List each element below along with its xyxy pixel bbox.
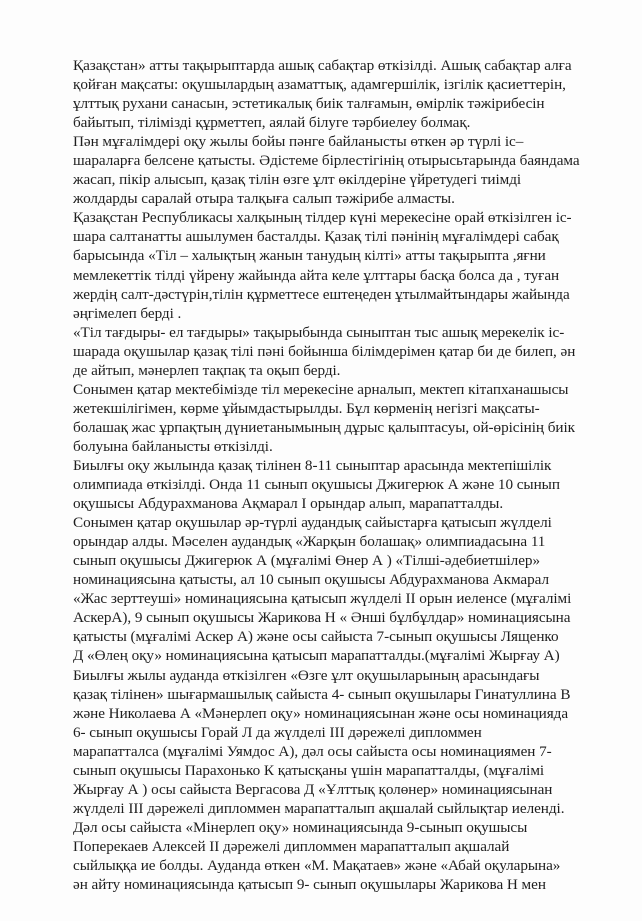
text-line: «Жас зерттеуші» номинациясына қатысып жүлделі ІІ орын иеленсе (мұғалімі — [73, 590, 572, 608]
text-line: ән айту номинациясында қатысып 9- сынып оқушылары Жарикова Н мен — [73, 876, 546, 894]
text-line: марапатталса (мұғалімі Уямдос А), дәл осы сайыста осы номинациямен 7- — [73, 742, 552, 760]
text-line: де айтып, мәнерлеп тақпақ та оқып берді. — [73, 361, 341, 379]
text-line: Поперекаев Алексей ІІ дәрежелі дипломмен марапатталып ақшалай — [73, 837, 510, 855]
text-line: байытып, тілімізді құрметтеп, аялай білуге тәрбиелеу болмақ. — [73, 114, 471, 132]
text-line: орындар алды. Мәселен аудандық «Жарқын болашақ» олимпиадасына 11 — [73, 533, 546, 551]
text-line: жасап, пікір алысып, қазақ тілін өзге ұлт өкілдеріне үйретудегі тиімді — [73, 171, 522, 189]
text-line: болашақ жас ұрпақтың дүниетанымының дұрыс қалыптасуы, ой-өрісінің биік — [73, 418, 575, 436]
text-line: ұлттық рухани санасын, эстетикалық биік талғамын, өмірлік тәжірибесін — [73, 95, 545, 113]
text-line: Биылғы жылы ауданда өткізілген «Өзге ұлт оқушыларының арасындағы — [73, 666, 540, 684]
text-line: болуына байланысты өткізілді. — [73, 437, 273, 455]
text-line: Сонымен қатар оқушылар әр-түрлі аудандық сайыстарға қатысып жүлделі — [73, 514, 552, 532]
text-line: барысында «Тіл – халықтың жанын танудың кілті» атты тақырыпта ,яғни — [73, 247, 546, 265]
text-line: шара салтанатты ашылумен басталды. Қазақ тілі пәнінің мұғалімдері сабақ — [73, 228, 559, 246]
text-line: Қазақстан Республикасы халқының тілдер күні мерекесіне орай өткізілген іс- — [73, 209, 572, 227]
text-line: сынып оқушысы Парахонько К қатысқаны үшін марапатталды, (мұғалімі — [73, 761, 545, 779]
text-line: «Тіл тағдыры- ел тағдыры» тақырыбында сыныптан тыс ашық мерекелік іс- — [73, 323, 565, 341]
text-line: қазақ тілінен» шығармашылық сайыста 4- сынып оқушылары Гинатуллина В — [73, 685, 571, 703]
text-line: Сонымен қатар мектебімізде тіл мерекесіне арналып, мектеп кітапханашысы — [73, 380, 569, 398]
text-line: оқушысы Абдурахманова Ақмарал I орындар алып, марапатталды. — [73, 495, 504, 513]
text-line: жүлделі ІІІ дәрежелі дипломмен марапатталып ақшалай сыйлықтар иеленді. — [73, 799, 565, 817]
text-line: 6- сынып оқушысы Горай Л да жүлделі ІІІ дәрежелі дипломмен — [73, 723, 482, 741]
text-line: Пән мұғалімдері оқу жылы бойы пәнге байланысты өткен әр түрлі іс– — [73, 133, 524, 151]
text-line: Биылғы оқу жылында қазақ тілінен 8-11 сыныптар арасында мектепішілік — [73, 456, 552, 474]
text-line: жолдарды саралай отыра талқыға салып тәжірибе алмасты. — [73, 190, 455, 208]
text-line: Дәл осы сайыста «Мінерлеп оқу» номинациясында 9-сынып оқушысы — [73, 818, 528, 836]
text-line: жетекшілігімен, көрме ұйымдастырылды. Бұл көрменің негізгі мақсаты- — [73, 399, 540, 417]
text-line: Д «Өлең оқу» номинациясына қатысып марапатталды.(мұғалімі Жырғау А) — [73, 647, 560, 665]
document-body — [73, 56, 633, 894]
text-line: және Николаева А «Мәнерлеп оқу» номинациясынан және осы номинацияда — [73, 704, 569, 722]
text-line: номинациясына қатысты, ал 10 сынып оқушысы Абдурахманова Акмарал — [73, 571, 549, 589]
text-line: сыйлыққа ие болды. Ауданда өткен «М. Мақатаев» және «Абай оқуларына» — [73, 856, 561, 874]
text-line: жердің салт-дәстүрін,тілін құрметтесе ештеңеден ұтылмайтындары жайында — [73, 285, 570, 303]
text-line: мемлекеттік тілді үйрену жайында айта келе ұлттары басқа болса да , туған — [73, 266, 560, 284]
text-line: АскерА), 9 сынып оқушысы Жарикова Н « Әнші бұлбұлдар» номинациясына — [73, 609, 571, 627]
text-line: сынып оқушысы Джигерюк А (мұғалімі Өнер А ) «Тілші-әдебиетшілер» — [73, 552, 540, 570]
text-line: олимпиада өткізілді. Онда 11 сынып оқушысы Джигерюк А және 10 сынып — [73, 476, 560, 494]
text-line: Қазақстан» атты тақырыптарда ашық сабақтар өткізілді. Ашық сабақтар алға — [73, 57, 572, 74]
text-line: әңгімелеп берді . — [73, 304, 182, 322]
text-line: шарада оқушылар қазақ тілі пәні бойынша білімдерімен қатар би де билеп, ән — [73, 342, 576, 360]
text-line: қойған мақсаты: оқушылардың азаматтық, адамгершілік, ізгілік қасиеттерін, — [73, 76, 566, 94]
text-line: Жырғау А ) осы сайыста Вергасова Д «Ұлттық қолөнер» номинациясынан — [73, 780, 553, 798]
text-line: шараларға белсене қатысты. Әдістеме бірлестігінің отырысьтарында баяндама — [73, 152, 580, 170]
text-line: қатысты (мұғалімі Аскер А) және осы сайыста 7-сынып оқушысы Лященко — [73, 628, 559, 646]
